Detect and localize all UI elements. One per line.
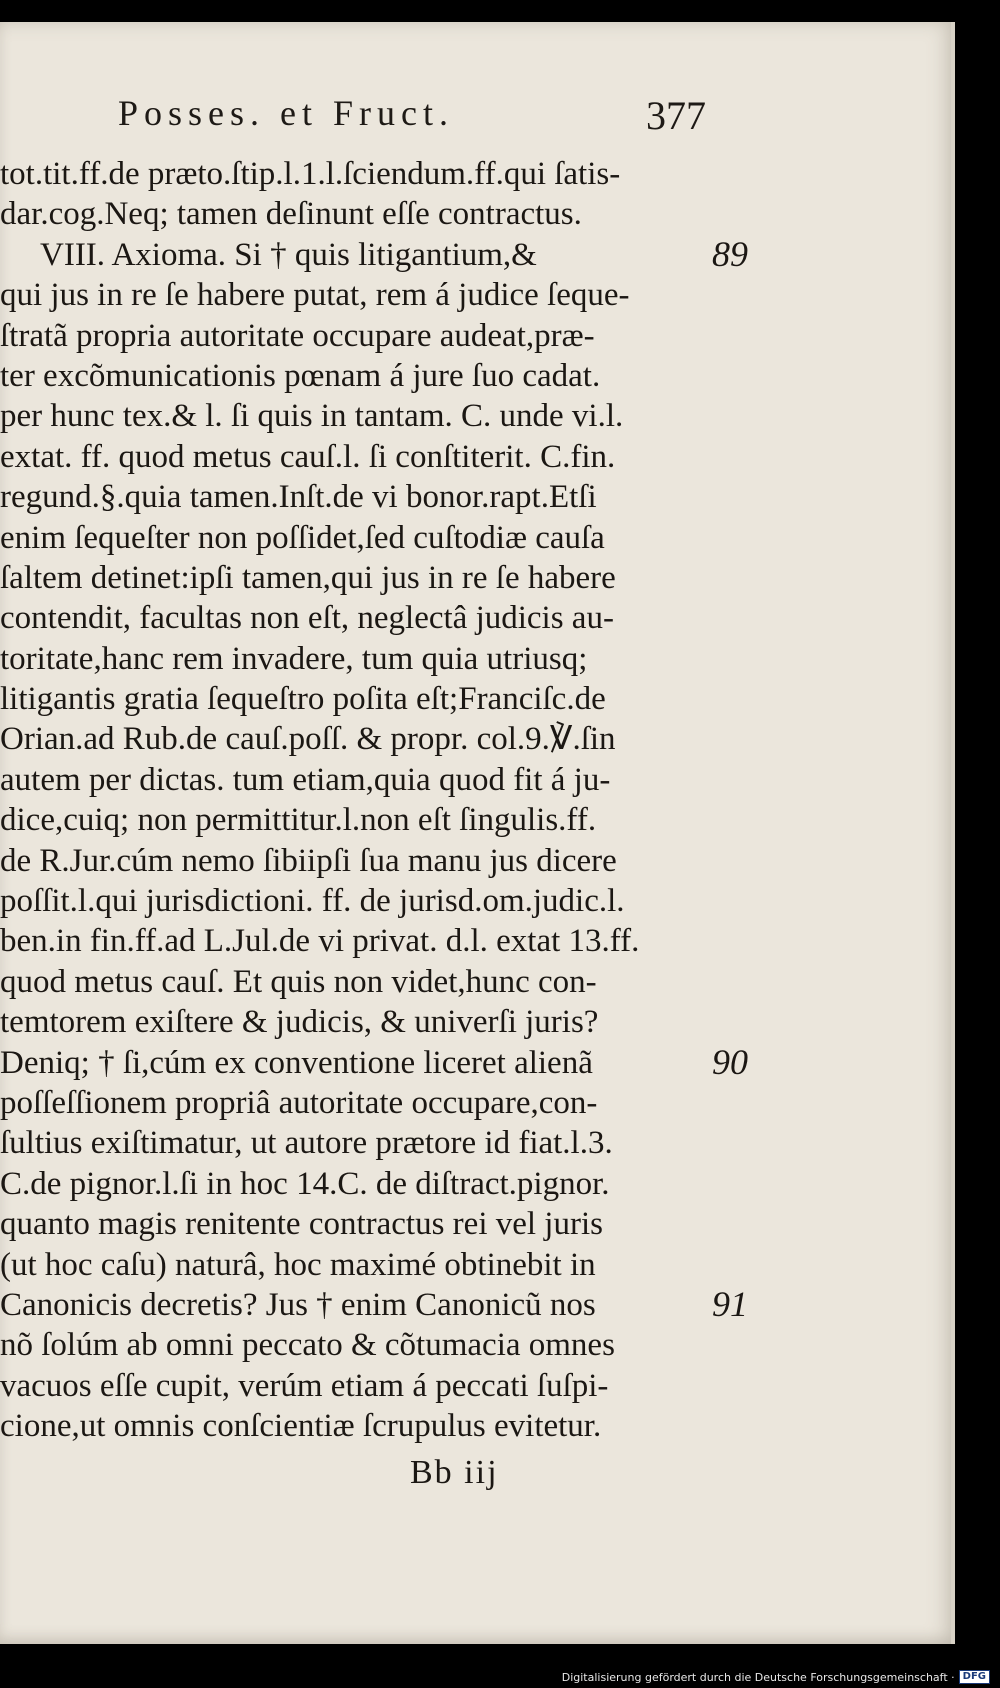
text-line: quod metus cauſ. Et quis non videt,hunc con- [0,963,597,1000]
text-line: nõ ſolúm ab omni peccato & cõtumacia omnes [0,1327,615,1364]
text-line: tot.tit.ff.de præto.ſtip.l.1.l.ſciendum.ff.qui ſatis- [0,156,621,192]
text-line: VIII. Axioma. Si † quis litigantium,& [40,236,537,273]
text-line: Canonicis decretis? Jus † enim Canonicũ nos [0,1286,596,1323]
text-line: ſaltem detinet:ipſi tamen,qui jus in re ſe habere [0,559,616,596]
text-line: cione,ut omnis conſcientiæ ſcrupulus evitetur. [0,1408,602,1445]
text-line: (ut hoc caſu) naturâ, hoc maximé obtinebit in [0,1246,596,1283]
digitization-credit [562,1670,990,1684]
text-line: contendit, facultas non eſt, neglectâ judicis au- [0,600,614,637]
text-line: poſſit.l.qui jurisdictioni. ff. de jurisd.om.judic.l. [0,883,625,920]
text-line: qui jus in re ſe habere putat, rem á judice ſeque- [0,277,630,314]
text-line: toritate,hanc rem invadere, tum quia utriusq; [0,640,588,677]
text-line: vacuos eſſe cupit, verúm etiam á peccati ſuſpi- [0,1367,609,1404]
text-line: Deniq; † ſi,cúm ex conventione liceret alienã [0,1044,593,1081]
marginal-number: 89 [712,233,748,274]
text-line: extat. ff. quod metus cauſ.l. ſi conſtiterit. C.fin. [0,438,616,475]
page-number: 377 [646,93,706,138]
text-line: regund.§.quia tamen.Inſt.de vi bonor.rapt.Etſi [0,479,597,516]
text-line: ben.in fin.ff.ad L.Jul.de vi privat. d.l. extat 13.ff. [0,923,640,960]
text-line: autem per dictas. tum etiam,quia quod fit á ju- [0,761,611,798]
book-page [0,22,955,1644]
text-line: Orian.ad Rub.de cauſ.poſſ. & propr. col.9.℣.ſin [0,721,616,758]
text-line: C.de pignor.l.ſi in hoc 14.C. de diſtract.pignor. [0,1165,610,1202]
running-head: Posses. et Fruct. [118,93,454,133]
text-line: enim ſequeſter non poſſidet,ſed cuſtodiæ cauſa [0,519,605,556]
text-line: ter excõmunicationis pœnam á jure ſuo cadat. [0,357,601,394]
page-edge [951,22,955,1644]
text-line: temtorem exiſtere & judicis, & univerſi juris? [0,1004,599,1041]
text-line: quanto magis renitente contractus rei vel juris [0,1206,603,1243]
text-line: de R.Jur.cúm nemo ſibiipſi ſua manu jus dicere [0,842,617,879]
signature-mark: Bb iij [410,1454,499,1491]
credit-text: Digitalisierung gefördert durch die Deutsche Forschungsgemeinschaft · [561,1670,955,1684]
marginal-number: 90 [712,1041,748,1082]
text-line: per hunc tex.& l. ſi quis in tantam. C. unde vi.l. [0,398,624,435]
dfg-logo: DFG [959,1670,990,1684]
text-line: dar.cog.Neq; tamen deſinunt eſſe contractus. [0,196,582,233]
text-line: ſtratã propria autoritate occupare audeat,præ- [0,317,595,354]
text-line: poſſeſſionem propriâ autoritate occupare,con- [0,1084,598,1121]
text-line: ſultius exiſtimatur, ut autore prætore id fiat.l.3. [0,1125,613,1162]
text-line: dice,cuiq; non permittitur.l.non eſt ſingulis.ff. [0,802,597,839]
text-block [0,154,720,1447]
text-line: litigantis gratia ſequeſtro poſita eſt;Franciſc.de [0,681,606,718]
marginal-number: 91 [712,1284,748,1325]
